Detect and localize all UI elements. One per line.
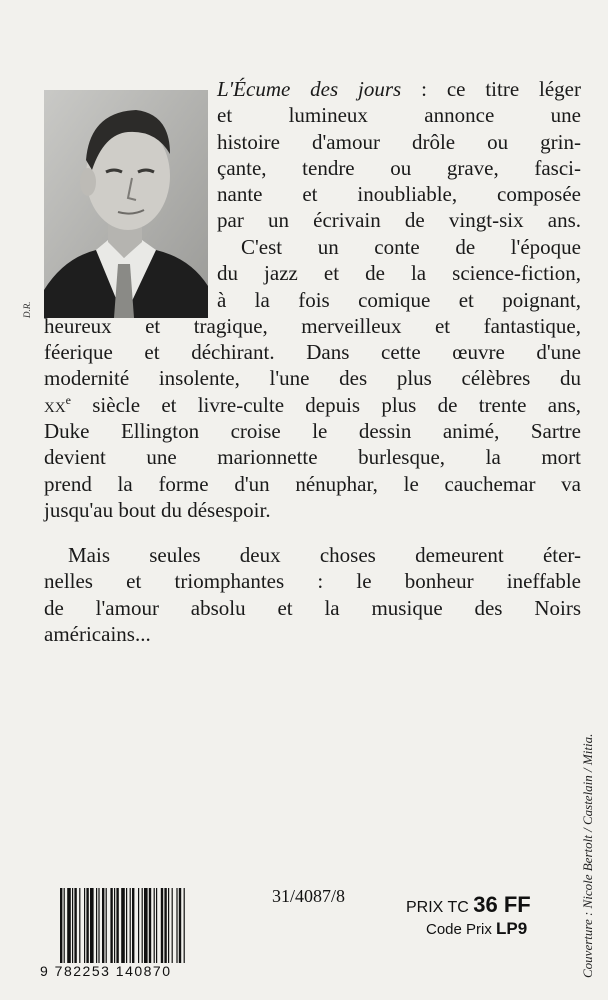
barcode-bar	[96, 888, 97, 963]
barcode-bar	[84, 888, 85, 963]
blurb-line: devient une marionnette burlesque, la mort	[44, 445, 581, 470]
barcode-bar	[168, 888, 169, 963]
barcode-bar	[86, 888, 88, 963]
barcode-bar	[110, 888, 112, 963]
blurb-line: par un écrivain de vingt-six ans.	[217, 208, 581, 233]
price-label: PRIX TC	[406, 899, 469, 916]
blurb-line: à la fois comique et poignant,	[217, 287, 581, 312]
barcode-bar	[126, 888, 127, 963]
code-prix-label: Code Prix	[426, 921, 492, 938]
barcode-bars	[58, 888, 220, 963]
barcode-bar	[184, 888, 185, 963]
barcode-bar	[74, 888, 76, 963]
code-prix-value: LP9	[496, 919, 528, 938]
blurb-line: nelles et triomphantes : le bonheur ineffable	[44, 569, 581, 594]
barcode-bar	[98, 888, 99, 963]
barcode-bar	[154, 888, 155, 963]
price	[406, 892, 531, 918]
barcode-bar	[60, 888, 62, 963]
blurb-paragraph-1	[217, 76, 581, 234]
barcode-bar	[161, 888, 163, 963]
blurb-line: Duke Ellington croise le dessin animé, Sartre	[44, 419, 581, 444]
blurb-line: de l'amour absolu et la musique des Noirs	[44, 595, 581, 620]
photo-credit: D.R.	[22, 301, 32, 318]
blurb-line: prend la forme d'un nénuphar, le cauchemar va	[44, 471, 581, 496]
blurb-paragraph-3	[44, 542, 581, 647]
barcode-bar	[106, 888, 107, 963]
blurb-line: jusqu'au bout du désespoir.	[44, 497, 271, 522]
barcode-bar	[130, 888, 131, 963]
price-amount: 36 FF	[473, 892, 531, 917]
barcode-bar	[138, 888, 139, 963]
blurb-line: du jazz et de la science-fiction,	[217, 261, 581, 286]
barcode-bar	[72, 888, 73, 963]
blurb-line: L'Écume des jours : ce titre léger	[217, 77, 581, 101]
barcode-bar	[179, 888, 181, 963]
blurb-line: Mais seules deux choses demeurent éter-	[68, 543, 581, 567]
blurb-line: féerique et déchirant. Dans cette œuvre d'une	[44, 340, 581, 365]
blurb-line: heureux et tragique, merveilleux et fantastique,	[44, 313, 581, 338]
barcode-bar	[116, 888, 118, 963]
blurb-line: çante, tendre ou grave, fasci-	[217, 155, 581, 180]
barcode-bar	[67, 888, 71, 963]
barcode-number: 9 782253 140870	[40, 963, 172, 979]
barcode-bar	[90, 888, 94, 963]
code-prix	[426, 919, 527, 939]
blurb-line: histoire d'amour drôle ou grin-	[217, 129, 581, 154]
barcode-bar	[114, 888, 115, 963]
barcode-bar	[149, 888, 151, 963]
blurb-line: C'est un conte de l'époque	[241, 235, 581, 259]
barcode-bar	[156, 888, 157, 963]
barcode-bar	[144, 888, 148, 963]
barcode-bar	[176, 888, 177, 963]
barcode-bar	[121, 888, 125, 963]
barcode-bar	[132, 888, 134, 963]
barcode-bar	[79, 888, 80, 963]
blurb-line: américains...	[44, 621, 151, 646]
barcode-bar	[102, 888, 104, 963]
reference-number: 31/4087/8	[272, 886, 346, 906]
blurb-paragraph-2	[44, 234, 581, 523]
barcode-bar	[142, 888, 143, 963]
cover-credit: Couverture : Nicole Bertolt / Castelain / Mitia.	[580, 733, 595, 978]
barcode-bar	[64, 888, 65, 963]
blurb-line: et lumineux annonce une	[217, 103, 581, 128]
blurb-line: nante et inoubliable, composée	[217, 182, 581, 207]
barcode-bar	[164, 888, 166, 963]
blurb-line: modernité insolente, l'une des plus célèbres du	[44, 366, 581, 391]
barcode-bar	[172, 888, 173, 963]
blurb-line: $xx^e$ siècle et livre-culte depuis plus de trente ans,	[44, 392, 581, 417]
